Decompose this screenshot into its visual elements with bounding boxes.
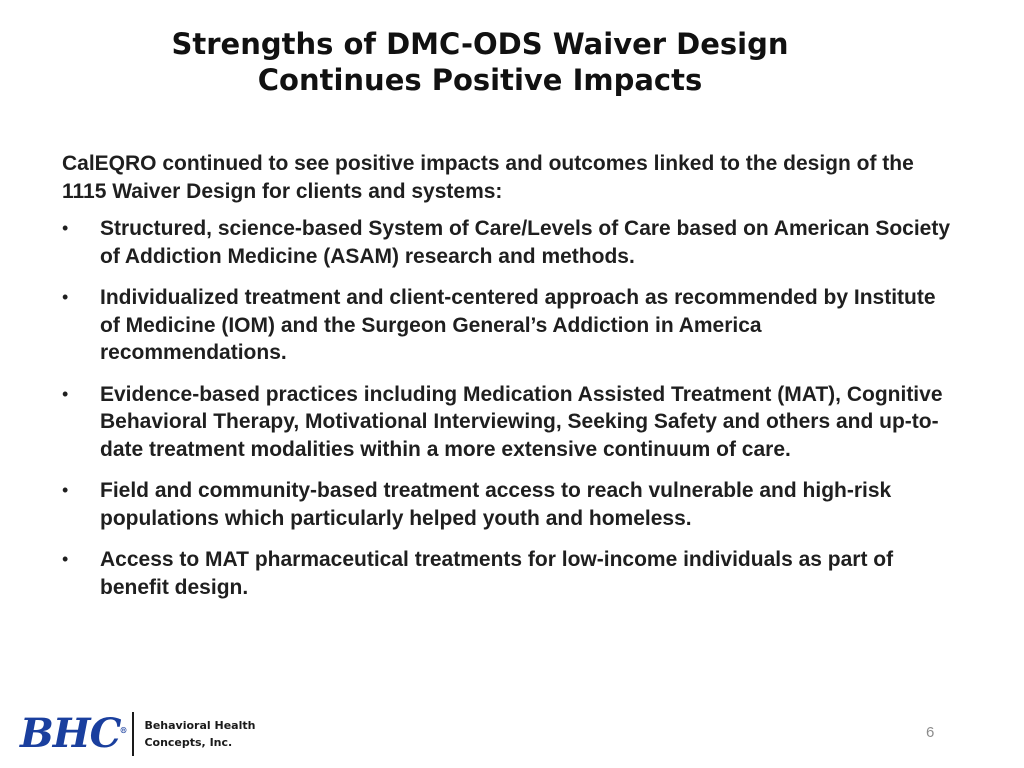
bullet-text: Individualized treatment and client-centered approach as recommended by Institute of Medicine (IOM) and the Surgeon General’s Addiction in America recommendations.: [100, 286, 936, 364]
bullet-item-2: [62, 284, 952, 367]
bullet-text: Field and community-based treatment access to reach vulnerable and high-risk populations which particularly helped youth and homeless.: [100, 479, 892, 530]
registered-mark: ®: [119, 725, 127, 735]
slide-title-line-2: Continues Positive Impacts: [257, 63, 703, 97]
logo-divider: [132, 712, 134, 756]
bhc-logo-mark: [20, 710, 127, 758]
page-number: 6: [926, 724, 935, 741]
bullet-marker: •: [62, 218, 69, 238]
company-name-line-1: Behavioral Health: [144, 719, 256, 732]
bullet-item-5: [62, 546, 952, 601]
bullet-marker: •: [62, 480, 69, 500]
bullet-item-4: [62, 477, 952, 532]
company-logo: [20, 710, 255, 758]
bullet-text: Access to MAT pharmaceutical treatments for low-income individuals as part of benefit design.: [100, 548, 894, 599]
bullet-marker: •: [62, 287, 69, 307]
bullet-item-3: [62, 381, 952, 464]
bullet-list: [62, 215, 952, 601]
slide-title-line-1: Strengths of DMC-ODS Waiver Design: [171, 27, 789, 61]
bhc-logo-text: BHC: [20, 710, 121, 757]
slide-title: [60, 26, 900, 98]
bullet-text: Evidence-based practices including Medication Assisted Treatment (MAT), Cognitive Behavioral Therapy, Motivational Interviewing, Seeking Safety and others and up-to-date treatment modalities within a more extensive continuum of care.: [100, 382, 943, 461]
company-name-line-2: Concepts, Inc.: [144, 736, 233, 749]
bullet-item-1: [62, 215, 952, 270]
bullet-text: Structured, science-based System of Care/Levels of Care based on American Society of Addiction Medicine (ASAM) research and methods.: [100, 217, 951, 268]
bullet-marker: •: [62, 549, 69, 569]
intro-paragraph: CalEQRO continued to see positive impacts and outcomes linked to the design of the 1115 Waiver Design for clients and systems:: [62, 152, 914, 203]
company-name: [144, 717, 255, 751]
slide-body: [62, 150, 952, 615]
bullet-marker: •: [62, 383, 69, 404]
